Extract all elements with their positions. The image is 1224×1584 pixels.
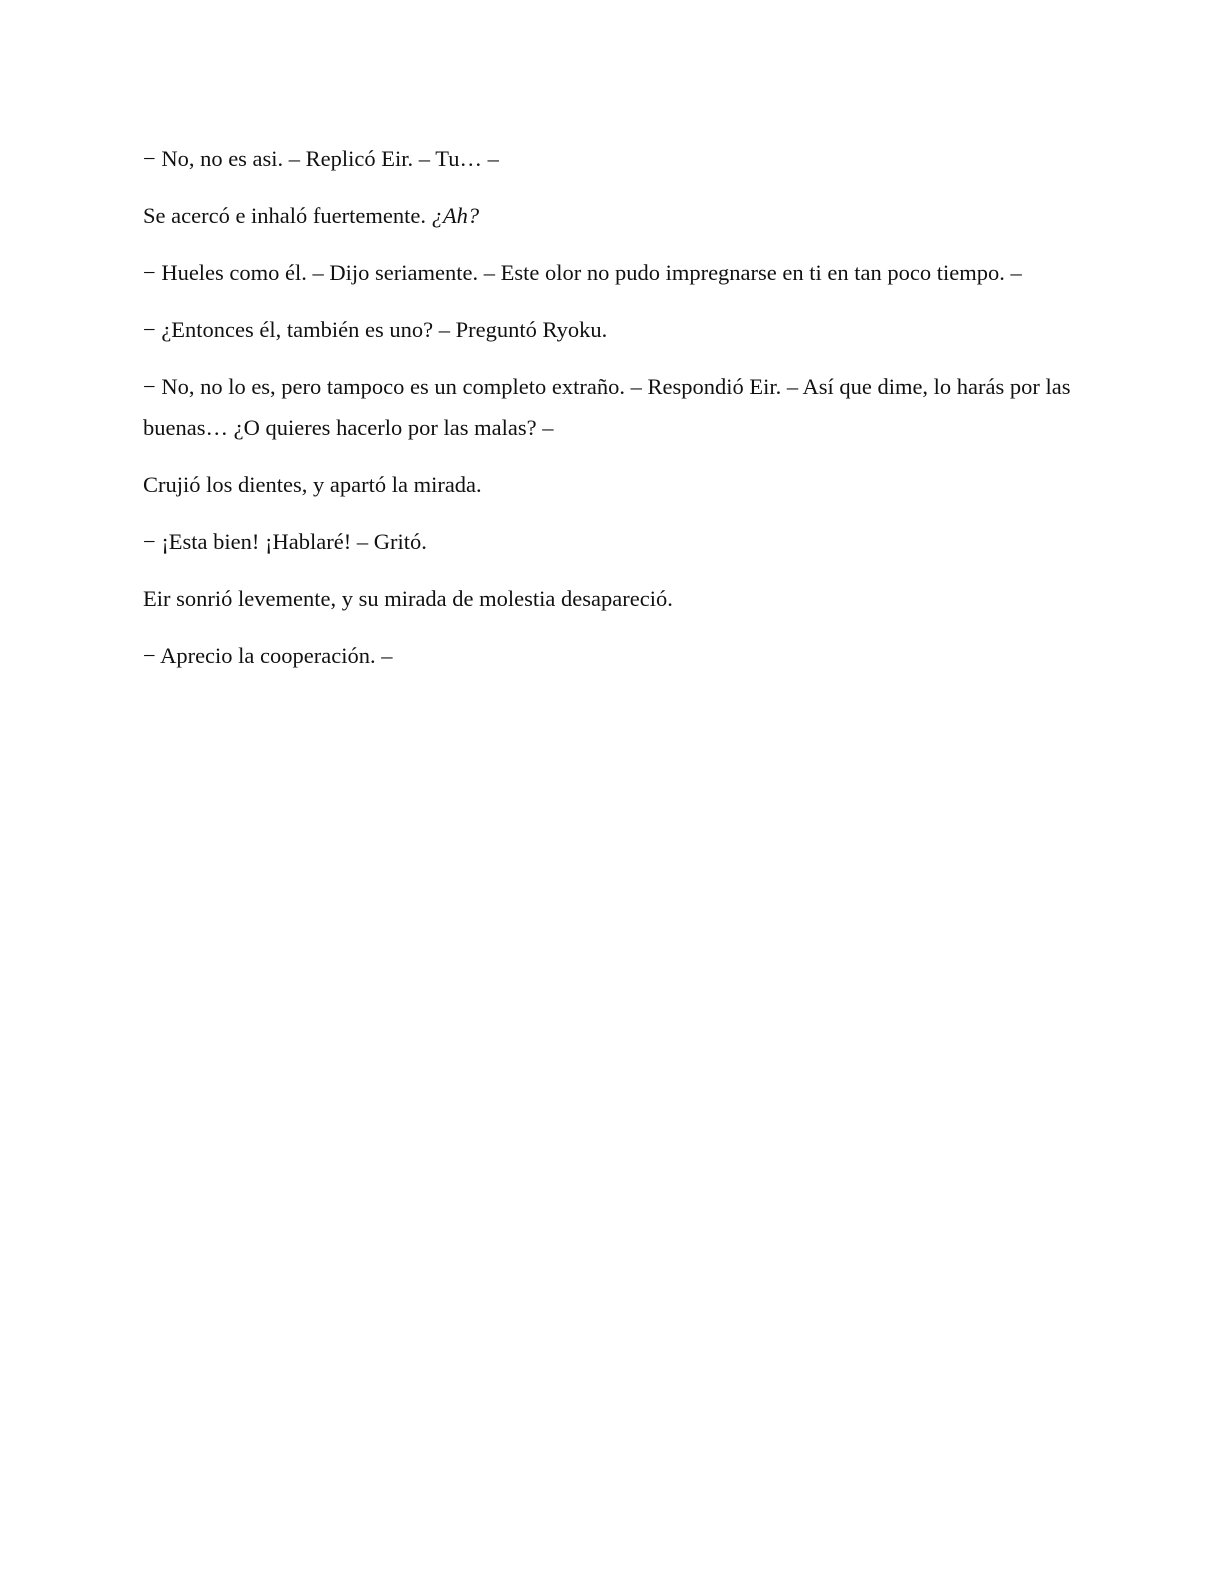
paragraph-3 [143,252,1073,293]
paragraph-3-text: − Hueles como él. – Dijo seriamente. – Este olor no pudo impregnarse en ti en tan poco tiempo. – [143,260,1022,285]
paragraph-9 [143,635,1073,676]
paragraph-2-text: Se acercó e inhaló fuertemente. [143,203,432,228]
paragraph-5-text: − No, no lo es, pero tampoco es un completo extraño. – Respondió Eir. – Así que dime, lo harás por las buenas… ¿O quieres hacerlo por las malas? – [143,374,1071,440]
paragraph-1 [143,138,1073,179]
paragraph-4-text: − ¿Entonces él, también es uno? – Preguntó Ryoku. [143,317,608,342]
paragraph-8-text: Eir sonrió levemente, y su mirada de molestia desapareció. [143,586,673,611]
paragraph-1-text: − No, no es asi. – Replicó Eir. – Tu… – [143,146,499,171]
paragraph-7-text: − ¡Esta bien! ¡Hablaré! – Gritó. [143,529,427,554]
paragraph-4 [143,309,1073,350]
paragraph-7 [143,521,1073,562]
body-text [143,138,1073,692]
paragraph-2-italic: ¿Ah? [431,203,480,228]
paragraph-6 [143,464,1073,505]
paragraph-8 [143,578,1073,619]
paragraph-5 [143,366,1073,448]
paragraph-2 [143,195,1073,236]
paragraph-6-text: Crujió los dientes, y apartó la mirada. [143,472,482,497]
paragraph-9-text: − Aprecio la cooperación. – [143,643,393,668]
